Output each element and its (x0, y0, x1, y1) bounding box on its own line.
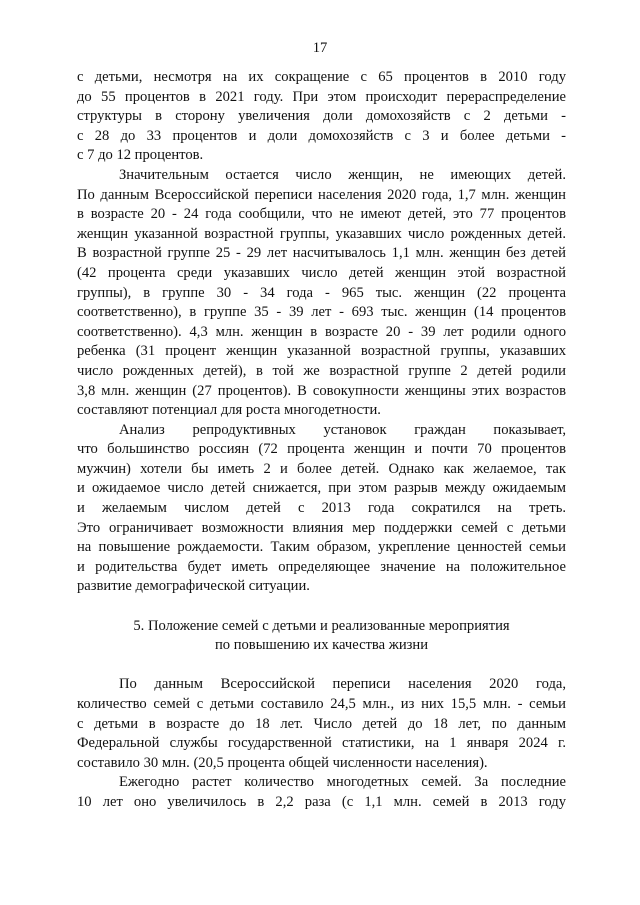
text-line: Федеральной службы государственной статистики, на 1 января 2024 г. (77, 735, 566, 752)
paragraphs-after-heading (77, 675, 566, 812)
text-line: 10 лет оно увеличилось в 2,2 раза (с 1,1 млн. семей в 2013 году (77, 793, 566, 810)
text-line: Это ограничивает возможности влияния мер поддержки семей с детьми (77, 519, 566, 536)
text-line: с 28 до 33 процентов и доли домохозяйств с 3 и более детьми - (77, 127, 566, 144)
text-line: и желаемым числом детей с 2013 года сократился на треть. (77, 500, 566, 517)
spacer (77, 597, 566, 617)
text-line: Значительным остается число женщин, не имеющих детей. (119, 166, 566, 183)
text-line: соответственно), в группе 35 - 39 лет - 693 тыс. женщин (14 процентов (77, 304, 566, 321)
paragraphs-before-heading (77, 68, 566, 597)
text-line: с детьми в возрасте до 18 лет. Число детей до 18 лет, по данным (77, 715, 566, 732)
text-line: ребенка (31 процент женщин указанной возрастной группы, указавших (77, 343, 566, 360)
text-line: 3,8 млн. женщин (27 процентов). В совокупности женщины этих возрастов (77, 382, 566, 399)
text-line: В возрастной группе 25 - 29 лет насчитывалось 1,1 млн. женщин без детей (77, 245, 566, 262)
text-line: По данным Всероссийской переписи населения 2020 года, (119, 676, 566, 693)
spacer (77, 656, 566, 676)
text-line: структуры в сторону увеличения доли домохозяйств с 2 детьми - (77, 108, 566, 125)
text-line: что большинство россиян (72 процента женщин и почти 70 процентов (77, 441, 566, 458)
paragraph (77, 166, 566, 421)
paragraph (77, 421, 566, 597)
text-line: в возрасте 20 - 24 года сообщили, что не имеют детей, это 77 процентов (77, 206, 566, 223)
text-line: и родительства будет иметь определяющее значение на положительное (77, 558, 566, 575)
page-number: 17 (312, 40, 328, 56)
paragraph (77, 773, 566, 812)
text-line: количество семей с детьми составило 24,5 млн., из них 15,5 млн. - семьи (77, 696, 566, 712)
text-line: мужчин) хотели бы иметь 2 и более детей. Однако как желаемое, так (77, 460, 566, 477)
body-text (77, 68, 566, 813)
text-line: развитие демографической ситуации. (77, 578, 310, 595)
text-line: Ежегодно растет количество многодетных семей. За последние (119, 774, 566, 791)
text-line: составляют потенциал для роста многодетности. (77, 402, 381, 419)
text-line: группы), в группе 30 - 34 года - 965 тыс. женщин (22 процента (77, 284, 566, 301)
paragraph (77, 675, 566, 773)
text-line: число рожденных детей), в той же возрастной группе 2 детей родили (77, 362, 566, 379)
text-line: (42 процента среди указавших число детей женщин этой возрастной (77, 264, 566, 281)
text-line: соответственно). 4,3 млн. женщин в возрасте 20 - 39 лет родили одного (77, 323, 566, 340)
text-line: с детьми, несмотря на их сокращение с 65 процентов в 2010 году (77, 69, 566, 85)
text-line: Анализ репродуктивных установок граждан показывает, (119, 421, 566, 438)
text-line: По данным Всероссийской переписи населения 2020 года, 1,7 млн. женщин (77, 186, 566, 203)
text-line: женщин указанной возрастной группы, указавших число рожденных детей. (77, 225, 566, 242)
heading-line: 5. Положение семей с детьми и реализованные мероприятия (133, 617, 510, 634)
paragraph (77, 68, 566, 166)
text-line: с 7 до 12 процентов. (77, 147, 204, 164)
text-line: и ожидаемое число детей снижается, при этом разрыв между ожидаемым (77, 480, 566, 497)
text-line: на повышение рождаемости. Таким образом, укрепление ценностей семьи (77, 539, 566, 556)
heading-line: по повышению их качества жизни (214, 637, 429, 654)
section-heading (77, 617, 566, 656)
text-line: составило 30 млн. (20,5 процента общей численности населения). (77, 754, 488, 771)
text-line: до 55 процентов в 2021 году. При этом происходит перераспределение (77, 88, 566, 105)
